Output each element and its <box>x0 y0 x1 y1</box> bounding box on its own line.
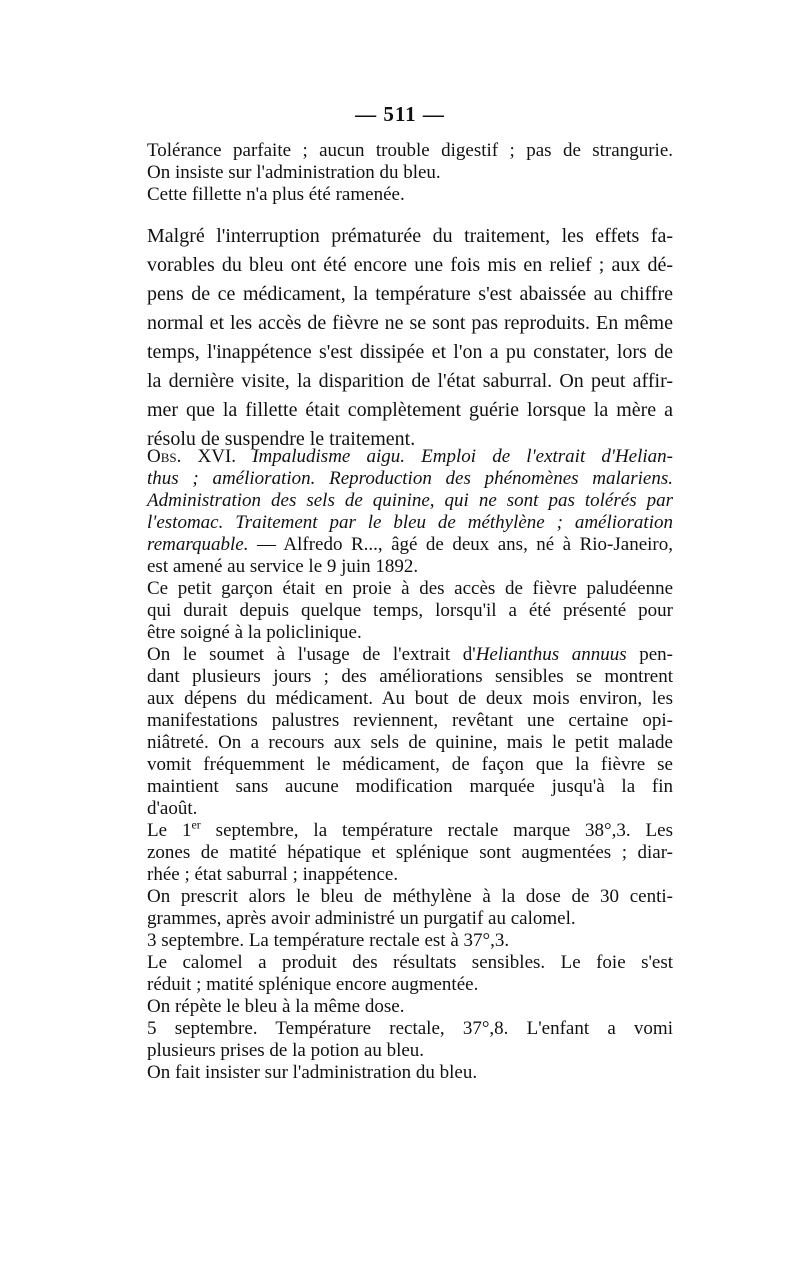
text-line: grammes, après avoir administré un purgatif au calomel. <box>147 908 576 929</box>
text-line: être soigné à la policlinique. <box>147 622 362 643</box>
text-line: manifestations palustres reviennent, revêtant une certaine opi- <box>147 710 673 731</box>
observation-title: Impaludisme aigu. Emploi de l'extrait d'Helian- <box>236 446 673 467</box>
text-span: On le soumet à l'usage de l'extrait d' <box>147 644 476 665</box>
text-line: dant plusieurs jours ; des améliorations sensibles se montrent <box>147 666 673 687</box>
text-line: qui durait depuis quelque temps, lorsqu'il a été présenté pour <box>147 600 673 621</box>
text-line: Le calomel a produit des résultats sensibles. Le foie s'est <box>147 952 673 973</box>
observation-heading-line <box>147 490 673 512</box>
observation-heading-line <box>147 446 673 468</box>
text-line: 5 septembre. Température rectale, 37°,8. L'enfant a vomi <box>147 1018 673 1039</box>
text-line <box>147 817 673 842</box>
text-line: est amené au service le 9 juin 1892. <box>147 556 419 577</box>
text-line: zones de matité hépatique et splénique sont augmentées ; diar- <box>147 842 673 863</box>
text-line: On insiste sur l'administration du bleu. <box>147 162 441 183</box>
page-number: — 511 — <box>355 102 445 126</box>
text-line: résolu de suspendre le traitement. <box>147 428 416 450</box>
observation-label: Obs. XVI. <box>147 446 237 467</box>
text-line: 3 septembre. La température rectale est à 37°,3. <box>147 930 510 951</box>
text-line: rhée ; état saburral ; inappétence. <box>147 864 399 885</box>
observation-heading-line <box>147 534 673 556</box>
text-line <box>147 644 673 666</box>
text-span: Le 1 <box>147 820 192 841</box>
text-line: vomit fréquemment le médicament, de façon que la fièvre se <box>147 754 673 775</box>
text-line: vorables du bleu ont été encore une fois mis en relief ; aux dé- <box>147 254 673 276</box>
text-line: réduit ; matité splénique encore augmentée. <box>147 974 479 995</box>
text-line: mer que la fillette était complètement guérie lorsque la mère a <box>147 399 673 421</box>
text-line: niâtreté. On a recours aux sels de quinine, mais le petit malade <box>147 732 673 753</box>
text-line: pens de ce médicament, la température s'est abaissée au chiffre <box>147 283 673 305</box>
text-line: d'août. <box>147 798 198 819</box>
paragraph-tolerance <box>147 140 673 206</box>
plant-name: Helianthus annuus <box>475 644 627 665</box>
text-line: On fait insister sur l'administration du bleu. <box>147 1062 478 1083</box>
observation-title: Administration des sels de quinine, qui ne sont pas tolérés par <box>147 490 673 511</box>
observation-xvi <box>147 446 673 1084</box>
text-line: maintient sans aucune modification marquée jusqu'à la fin <box>147 776 673 797</box>
text-line: On répète le bleu à la même dose. <box>147 996 405 1017</box>
observation-title: remarquable. <box>147 534 249 555</box>
text-line: On prescrit alors le bleu de méthylène à la dose de 30 centi- <box>147 886 673 907</box>
observation-heading-line <box>147 512 673 534</box>
text-span: septembre, la température rectale marque 38°,3. Les <box>200 820 673 841</box>
text-line: aux dépens du médicament. Au bout de deux mois environ, les <box>147 688 673 709</box>
text-line: normal et les accès de fièvre ne se sont pas reproduits. En même <box>147 312 673 334</box>
text-line: plusieurs prises de la potion au bleu. <box>147 1040 425 1061</box>
observation-heading-line <box>147 468 673 490</box>
text-line: temps, l'inappétence s'est dissipée et l'on a pu constater, lors de <box>147 341 673 363</box>
text-line: Malgré l'interruption prématurée du traitement, les effets fa- <box>147 225 673 247</box>
ordinal-superscript: er <box>191 817 201 832</box>
paragraph-discussion <box>147 222 673 454</box>
text-span: pen- <box>626 644 673 665</box>
text-line: Tolérance parfaite ; aucun trouble digestif ; pas de strangurie. <box>147 140 673 161</box>
text-line: Cette fillette n'a plus été ramenée. <box>147 184 405 205</box>
patient-intro: — Alfredo R..., âgé de deux ans, né à Rio-Janeiro, <box>248 534 673 555</box>
text-line: la dernière visite, la disparition de l'état saburral. On peut affir- <box>147 370 673 392</box>
text-line: Ce petit garçon était en proie à des accès de fièvre paludéenne <box>147 578 673 599</box>
observation-title: l'estomac. Traitement par le bleu de méthylène ; amélioration <box>147 512 673 533</box>
observation-title: thus ; amélioration. Reproduction des phénomènes malariens. <box>147 468 673 489</box>
